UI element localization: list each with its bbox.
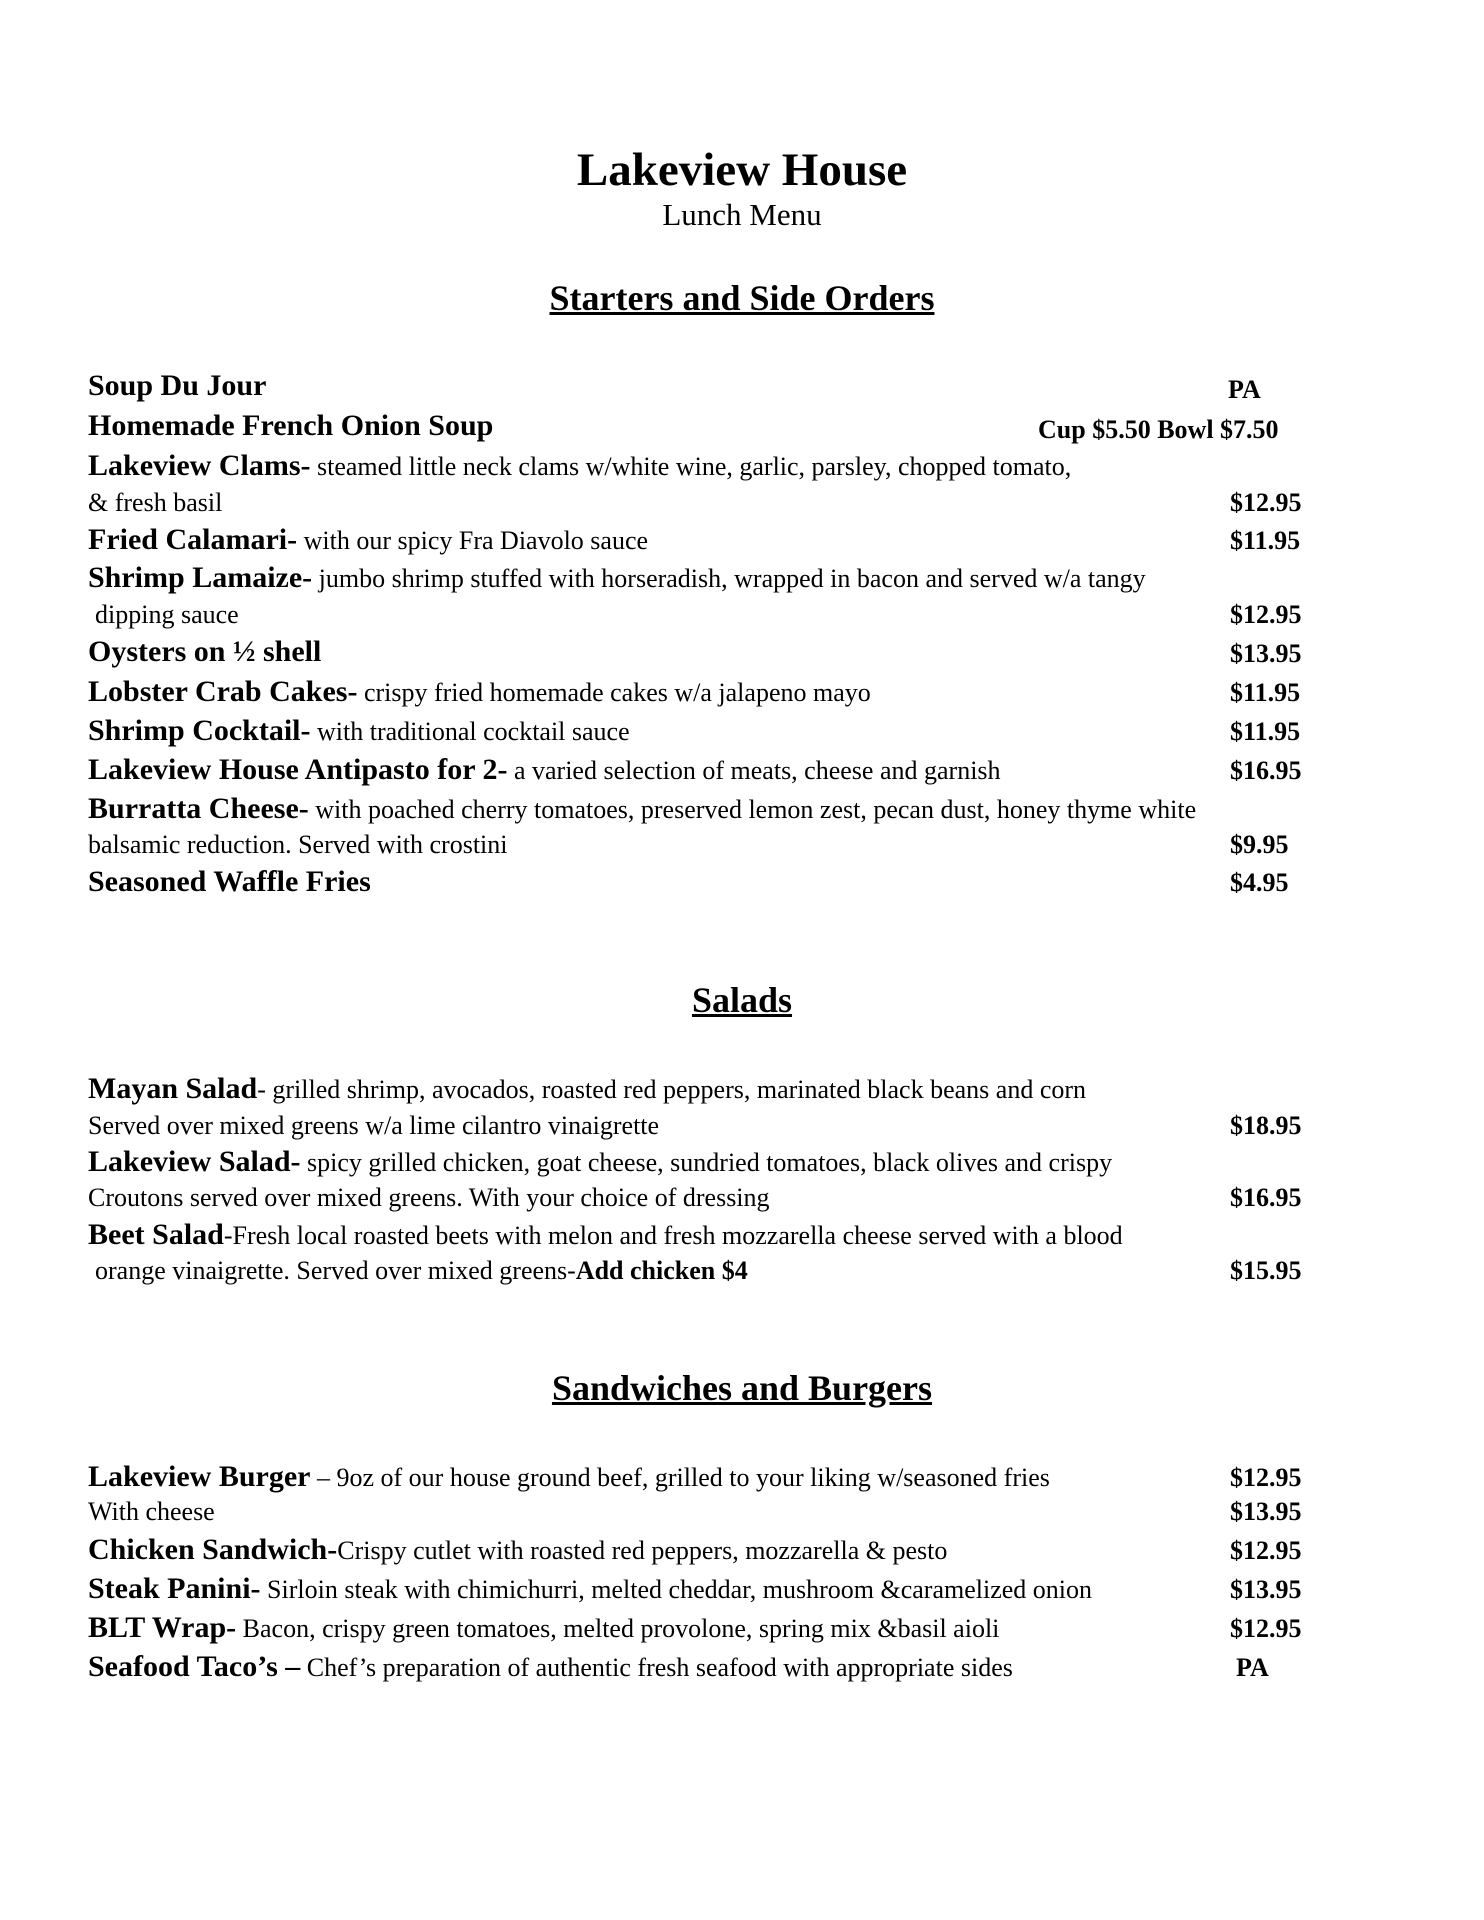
item-name: Seasoned Waffle Fries	[88, 865, 371, 898]
item-price: $13.95	[1230, 1575, 1302, 1604]
menu-item-blt-wrap: BLT Wrap- Bacon, crispy green tomatoes, melted provolone, spring mix &basil aioli	[88, 1611, 1000, 1644]
item-price: Cup $5.50 Bowl $7.50	[1038, 415, 1279, 444]
item-description: Sirloin steak with chimichurri, melted cheddar, mushroom &caramelized onion	[260, 1575, 1093, 1604]
item-price: $9.95	[1230, 830, 1289, 859]
item-price: $11.95	[1230, 717, 1301, 746]
menu-item-burratta-cheese: Burratta Cheese- with poached cherry tomatoes, preserved lemon zest, pecan dust, honey thyme white	[88, 792, 1197, 825]
item-name: Lakeview Clams	[88, 449, 301, 482]
item-name: Seafood Taco’s	[88, 1650, 278, 1683]
item-name: Chicken Sandwich	[88, 1533, 328, 1566]
item-price: $12.95	[1230, 1463, 1302, 1492]
item-description-cont: Croutons served over mixed greens. With your choice of dressing	[88, 1183, 770, 1212]
menu-item-lakeview-salad: Lakeview Salad- spicy grilled chicken, goat cheese, sundried tomatoes, black olives and crispy	[88, 1145, 1113, 1178]
item-description: Crispy cutlet with roasted red peppers, mozzarella & pesto	[337, 1536, 948, 1565]
item-price: $12.95	[1230, 1536, 1302, 1565]
menu-item-antipasto: Lakeview House Antipasto for 2- a varied selection of meats, cheese and garnish	[88, 753, 1001, 786]
item-price: PA	[1236, 1653, 1269, 1682]
menu-item-shrimp-cocktail: Shrimp Cocktail- with traditional cocktail sauce	[88, 714, 630, 747]
item-description: - grilled shrimp, avocados, roasted red peppers, marinated black beans and corn	[257, 1075, 1087, 1104]
menu-item-steak-panini: Steak Panini- Sirloin steak with chimichurri, melted cheddar, mushroom &caramelized onion	[88, 1572, 1093, 1605]
item-name: BLT Wrap	[88, 1611, 227, 1644]
item-description: spicy grilled chicken, goat cheese, sundried tomatoes, black olives and crispy	[300, 1148, 1113, 1177]
item-description: – 9oz of our house ground beef, grilled to your liking w/seasoned fries	[310, 1463, 1050, 1492]
item-description: Bacon, crispy green tomatoes, melted provolone, spring mix &basil aioli	[236, 1614, 1000, 1643]
item-description-cont: Served over mixed greens w/a lime cilantro vinaigrette	[88, 1111, 660, 1140]
section-heading-salads: Salads	[691, 980, 793, 1020]
item-description-cont: & fresh basil	[88, 488, 223, 517]
item-price: $4.95	[1230, 868, 1289, 897]
menu-item-chicken-sandwich: Chicken Sandwich-Crispy cutlet with roasted red peppers, mozzarella & pesto	[88, 1533, 948, 1566]
item-description: -Fresh local roasted beets with melon and fresh mozzarella cheese served with a blood	[223, 1221, 1123, 1250]
menu-item-mayan-salad	[88, 1071, 1484, 1108]
item-name: Lakeview Burger	[88, 1460, 311, 1493]
item-price: PA	[1228, 375, 1261, 404]
menu-item-seafood-tacos: Seafood Taco’s – Chef’s preparation of authentic fresh seafood with appropriate sides	[88, 1650, 1013, 1683]
menu-item-beet-salad	[88, 1217, 1484, 1254]
item-name: Lobster Crab Cakes	[88, 675, 348, 708]
item-name: Steak Panini	[88, 1572, 251, 1605]
item-name: Fried Calamari	[88, 523, 288, 556]
add-chicken-option: Add chicken $4	[575, 1256, 748, 1285]
item-price: $16.95	[1230, 1183, 1302, 1212]
menu-subtitle: Lunch Menu	[662, 197, 822, 232]
item-price: $16.95	[1230, 756, 1302, 785]
item-name: Oysters on ½ shell	[88, 635, 322, 668]
menu-item-fried-calamari: Fried Calamari- with our spicy Fra Diavolo sauce	[88, 523, 649, 556]
item-description-cont: orange vinaigrette. Served over mixed greens-Add chicken $4	[95, 1256, 748, 1285]
menu-item-with-cheese: With cheese	[88, 1497, 215, 1526]
item-description: Chef’s preparation of authentic fresh seafood with appropriate sides	[300, 1653, 1013, 1682]
item-description: a varied selection of meats, cheese and garnish	[507, 756, 1001, 785]
item-price: $11.95	[1230, 526, 1301, 555]
item-description: jumbo shrimp stuffed with horseradish, wrapped in bacon and served w/a tangy	[312, 564, 1146, 593]
restaurant-title: Lakeview House	[576, 144, 908, 196]
item-description-cont: dipping sauce	[95, 600, 239, 629]
item-name: Lakeview House Antipasto for 2	[88, 753, 498, 786]
item-name: Shrimp Cocktail	[88, 714, 301, 747]
item-name: Burratta Cheese	[88, 792, 299, 825]
item-price: $13.95	[1230, 1497, 1302, 1526]
menu-item-soup-du-jour	[88, 368, 1484, 405]
menu-item-lobster-crab-cakes: Lobster Crab Cakes- crispy fried homemade cakes w/a jalapeno mayo	[88, 675, 871, 708]
item-description: crispy fried homemade cakes w/a jalapeno mayo	[357, 678, 871, 707]
item-name: Mayan Salad	[88, 1072, 258, 1105]
section-heading-starters: Starters and Side Orders	[549, 278, 935, 318]
item-price: $12.95	[1230, 1614, 1302, 1643]
item-price: $12.95	[1230, 488, 1302, 517]
item-name: Soup Du Jour	[88, 369, 267, 402]
item-price: $12.95	[1230, 600, 1302, 629]
menu-item-shrimp-lamaize: Shrimp Lamaize- jumbo shrimp stuffed with horseradish, wrapped in bacon and served w/a tangy	[88, 561, 1146, 594]
item-name: Shrimp Lamaize	[88, 561, 303, 594]
item-description: steamed little neck clams w/white wine, garlic, parsley, chopped tomato,	[310, 452, 1072, 481]
item-description-cont: balsamic reduction. Served with crostini	[88, 830, 508, 859]
item-description: with traditional cocktail sauce	[310, 717, 630, 746]
item-price: $13.95	[1230, 639, 1302, 668]
menu-item-lakeview-clams: Lakeview Clams- steamed little neck clams w/white wine, garlic, parsley, chopped tomato,	[88, 449, 1072, 482]
item-price: $15.95	[1230, 1256, 1302, 1285]
item-description: with our spicy Fra Diavolo sauce	[297, 526, 649, 555]
item-name: Beet Salad	[88, 1218, 224, 1251]
item-price: $18.95	[1230, 1111, 1302, 1140]
item-price: $11.95	[1230, 678, 1301, 707]
item-name: Lakeview Salad	[88, 1145, 291, 1178]
section-heading-sandwiches: Sandwiches and Burgers	[551, 1368, 933, 1408]
item-description: with poached cherry tomatoes, preserved lemon zest, pecan dust, honey thyme white	[308, 795, 1197, 824]
item-name: Homemade French Onion Soup	[88, 409, 494, 442]
